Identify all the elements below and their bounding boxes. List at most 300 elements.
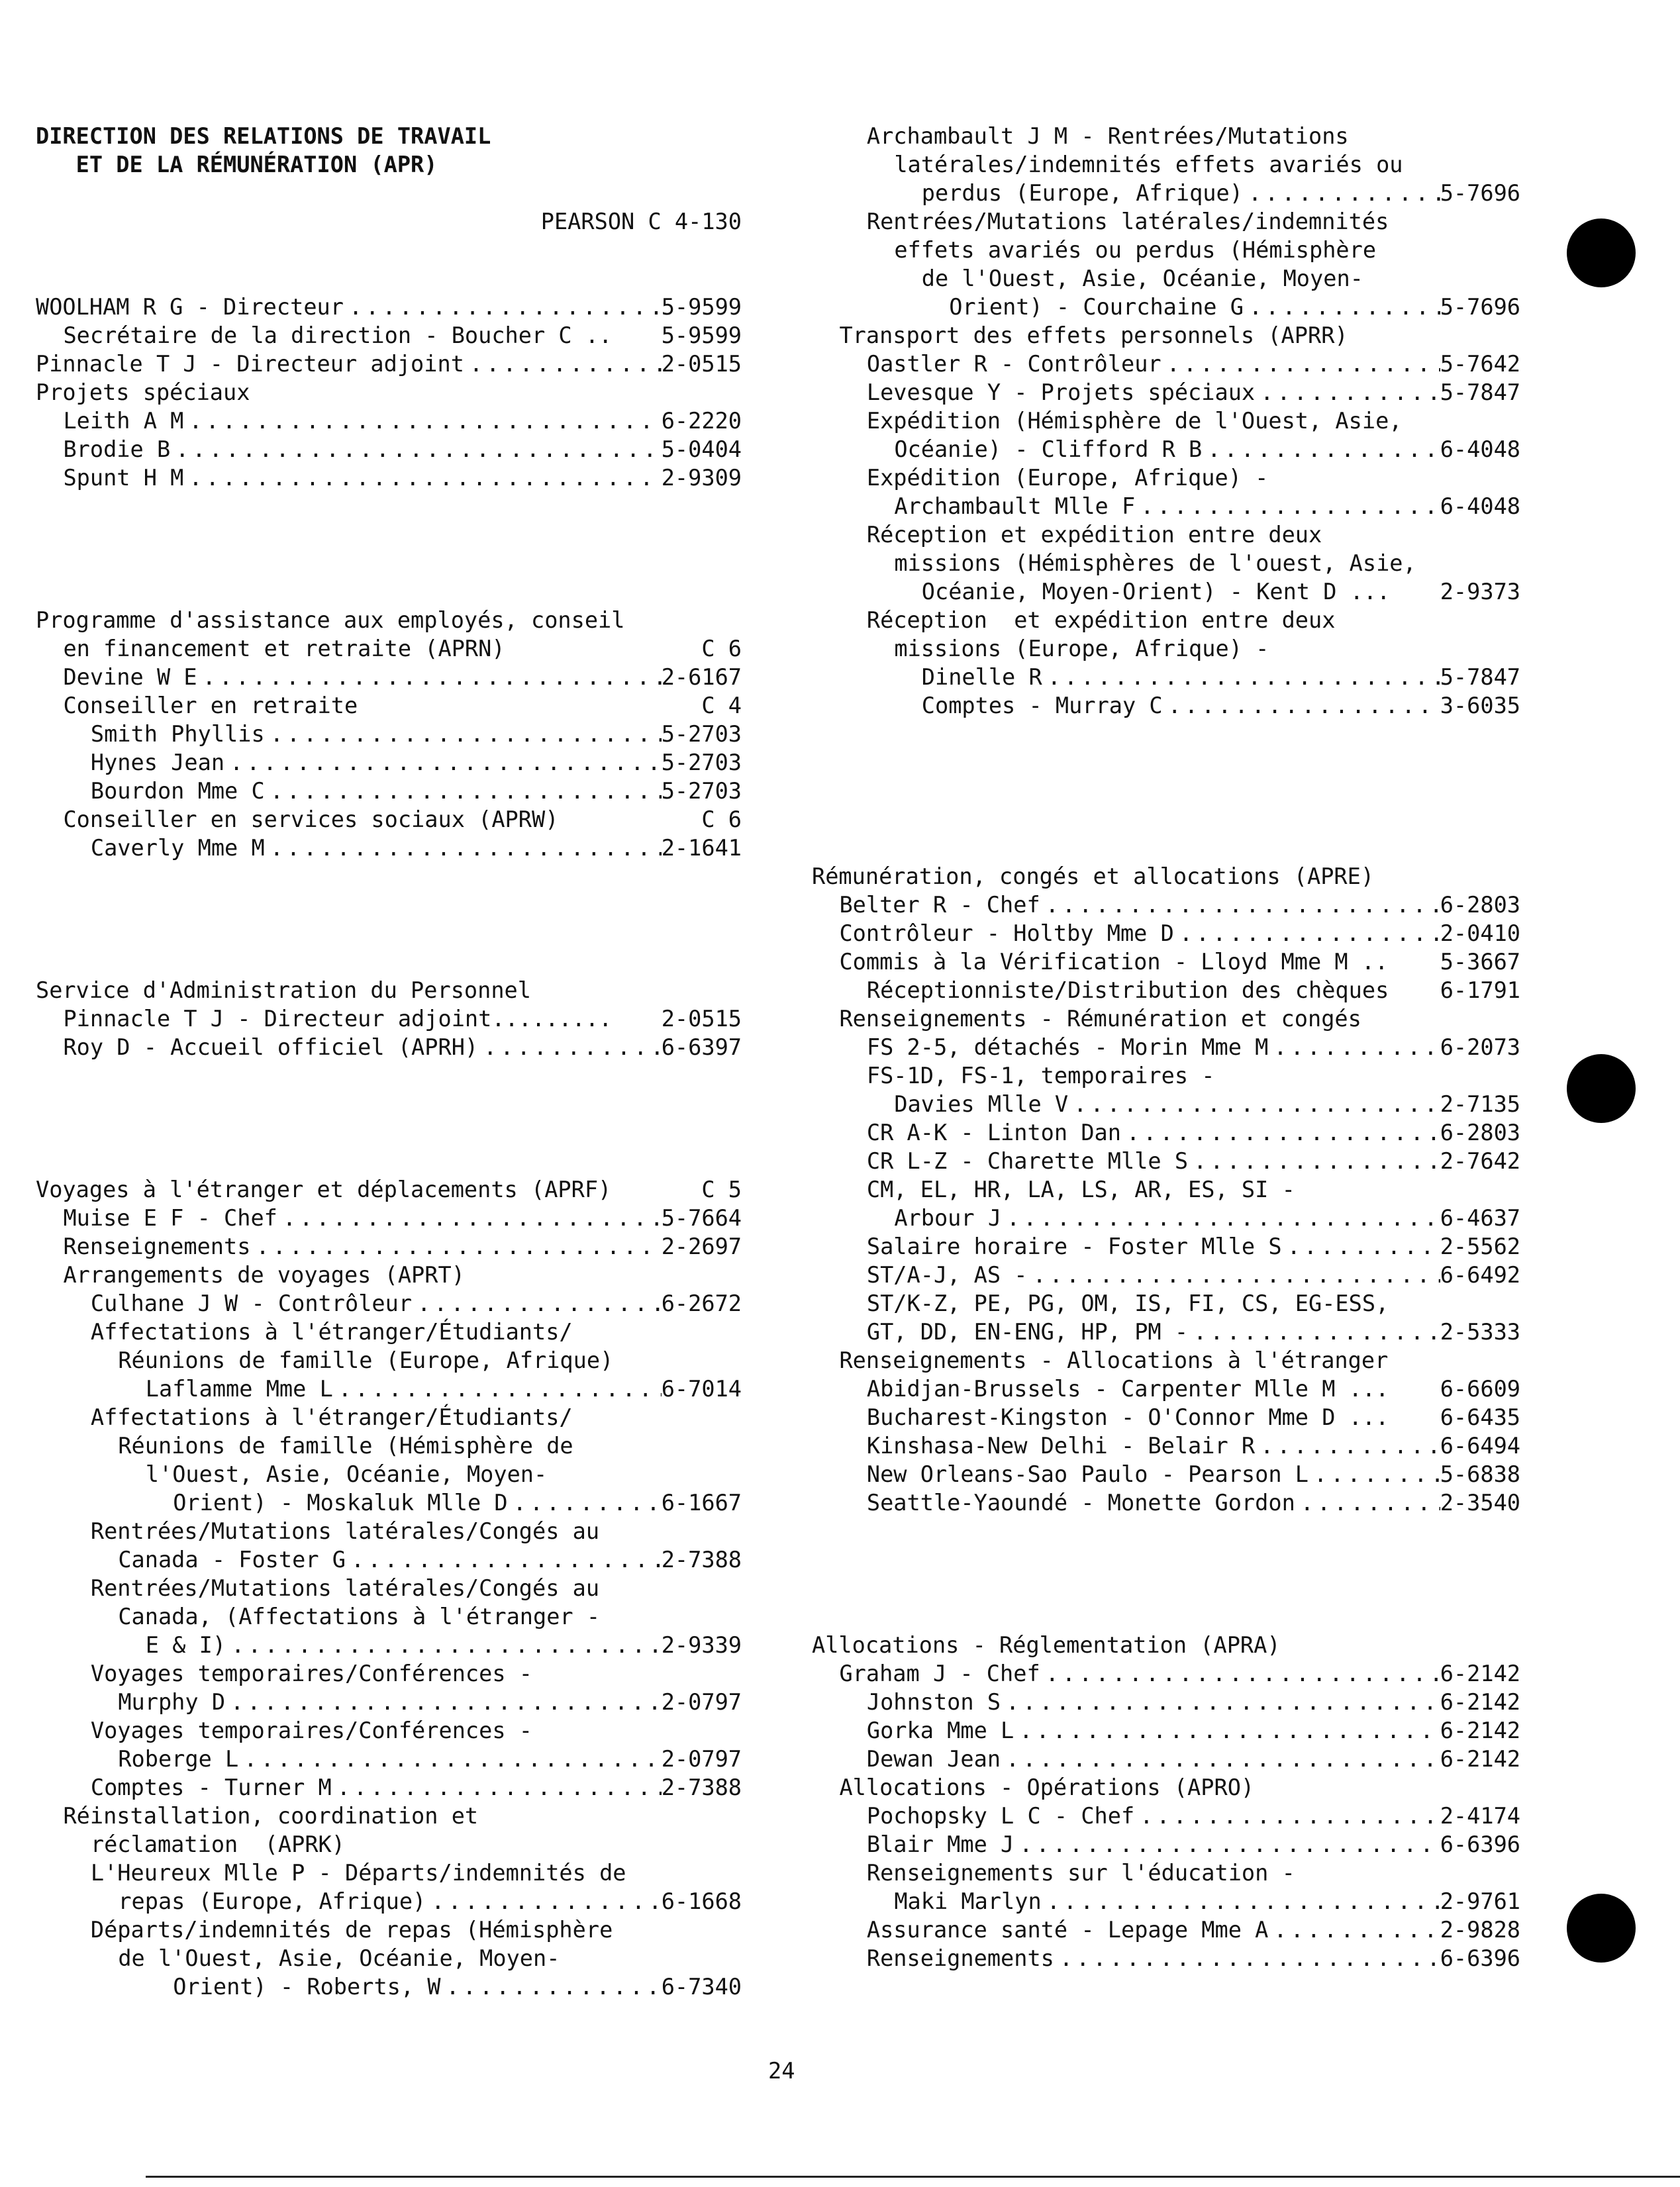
phone-number: 5-7696 — [1440, 180, 1520, 206]
phone-number: 2-0515 — [661, 1006, 742, 1032]
spacer — [812, 1545, 1520, 1574]
dot-leader — [1174, 919, 1440, 948]
right-column — [812, 122, 1520, 1972]
directory-entry — [36, 1175, 742, 1204]
directory-entry — [812, 407, 1520, 435]
phone-number: 6-2803 — [1440, 1120, 1520, 1145]
directory-entry — [812, 1716, 1520, 1745]
directory-entry — [36, 1631, 742, 1659]
phone-number: 5-2703 — [661, 721, 742, 747]
dot-leader — [344, 293, 662, 321]
entry-text: Archambault J M - Rentrées/Mutations — [866, 123, 1349, 149]
directory-entry — [36, 1745, 742, 1773]
entry-text: Commis à la Vérification - Lloyd Mme M .. — [839, 949, 1389, 975]
spacer — [812, 777, 1520, 805]
directory-entry — [812, 634, 1520, 663]
entry-text: Smith Phyllis — [90, 721, 265, 747]
dot-leader — [412, 1289, 662, 1318]
phone-number: 5-7847 — [1440, 379, 1520, 405]
spacer — [36, 891, 742, 919]
dot-leader — [238, 1745, 661, 1773]
phone-number: 2-7135 — [1440, 1091, 1520, 1117]
directory-entry — [36, 1574, 742, 1602]
left-column — [36, 122, 742, 2001]
directory-entry — [812, 207, 1520, 236]
dot-leader — [224, 748, 662, 777]
dot-leader — [265, 834, 662, 862]
directory-entry — [812, 1147, 1520, 1175]
dot-leader — [1042, 1887, 1440, 1916]
entry-text: Comptes - Murray C — [921, 693, 1163, 718]
entry-text: Pinnacle T J - Directeur adjoint — [36, 351, 464, 377]
entry-text: Expédition (Hémisphère de l'Ouest, Asie, — [866, 408, 1403, 434]
entry-text: Conseiller en retraite — [63, 693, 358, 718]
dot-leader — [1027, 1261, 1440, 1289]
spacer — [36, 1061, 742, 1090]
entry-text: GT, DD, EN-ENG, HP, PM - — [866, 1319, 1189, 1345]
directory-entry — [36, 1432, 742, 1460]
spacer — [812, 1574, 1520, 1602]
entry-text: Rentrées/Mutations latérales/Congés au — [90, 1518, 600, 1544]
directory-entry — [36, 1204, 742, 1232]
directory-entry — [812, 179, 1520, 207]
directory-entry — [812, 350, 1520, 378]
entry-text: Spunt H M — [63, 465, 184, 491]
entry-text: Canada - Foster G — [118, 1547, 346, 1573]
directory-entry — [812, 862, 1520, 891]
phone-number: 5-0404 — [661, 436, 742, 462]
directory-entry — [36, 976, 742, 1004]
phone-number: 6-6396 — [1440, 1831, 1520, 1857]
dot-leader — [250, 1232, 661, 1261]
directory-entry — [812, 321, 1520, 350]
spacer — [812, 834, 1520, 862]
directory-entry — [36, 1716, 742, 1745]
directory-entry — [36, 321, 742, 350]
entry-text: effets avariés ou perdus (Hémisphère — [894, 237, 1377, 263]
spacer — [36, 919, 742, 948]
directory-entry — [812, 122, 1520, 150]
directory-entry — [812, 948, 1520, 976]
entry-text: Allocations - Réglementation (APRA) — [812, 1632, 1281, 1658]
room-number: PEARSON C 4-130 — [540, 209, 742, 234]
dot-leader — [197, 663, 662, 691]
entry-text: missions (Hémisphères de l'ouest, Asie, — [894, 550, 1416, 576]
spacer — [812, 720, 1520, 748]
entry-text: FS 2-5, détachés - Morin Mme M — [866, 1034, 1269, 1060]
phone-number: 6-7340 — [661, 1974, 742, 2000]
entry-text: Pinnacle T J - Directeur adjoint......... — [63, 1006, 613, 1032]
entry-text: Bourdon Mme C — [90, 778, 265, 804]
phone-number: 6-2142 — [1440, 1718, 1520, 1743]
binder-hole — [1567, 1054, 1636, 1123]
spacer — [36, 179, 742, 207]
phone-number: 2-7388 — [661, 1774, 742, 1800]
directory-entry — [812, 236, 1520, 264]
dot-leader — [226, 1631, 662, 1659]
phone-number: 5-9599 — [661, 294, 742, 320]
directory-entry — [36, 1659, 742, 1688]
directory-entry — [36, 1232, 742, 1261]
entry-text: Renseignements — [63, 1234, 251, 1259]
spacer — [36, 1147, 742, 1175]
entry-text: Programme d'assistance aux employés, conseil — [36, 607, 625, 633]
directory-entry — [812, 606, 1520, 634]
dot-leader — [1121, 1118, 1440, 1147]
entry-text: Expédition (Europe, Afrique) - — [866, 465, 1269, 491]
directory-entry — [36, 748, 742, 777]
phone-number: C 6 — [701, 636, 742, 661]
directory-entry — [36, 463, 742, 492]
dot-leader — [1054, 1944, 1440, 1972]
phone-number: 6-6396 — [1440, 1945, 1520, 1971]
directory-entry — [812, 1346, 1520, 1375]
entry-text: Océanie) - Clifford R B — [894, 436, 1203, 462]
entry-text: missions (Europe, Afrique) - — [894, 636, 1269, 661]
directory-entry — [36, 691, 742, 720]
phone-number: 5-7664 — [661, 1205, 742, 1231]
directory-entry — [36, 1261, 742, 1289]
phone-number: 6-6609 — [1440, 1376, 1520, 1402]
directory-entry — [36, 407, 742, 435]
directory-entry — [812, 1033, 1520, 1061]
directory-entry — [812, 1232, 1520, 1261]
entry-text: Renseignements — [866, 1945, 1054, 1971]
phone-number: 6-6494 — [1440, 1433, 1520, 1459]
directory-entry — [812, 1488, 1520, 1517]
entry-text: Maki Marlyn — [894, 1888, 1042, 1914]
section-heading — [36, 150, 742, 179]
directory-entry — [36, 1289, 742, 1318]
phone-number: 2-9339 — [661, 1632, 742, 1658]
directory-entry — [812, 463, 1520, 492]
dot-leader — [1188, 1147, 1440, 1175]
dot-leader — [183, 463, 661, 492]
entry-text: Blair Mme J — [866, 1831, 1014, 1857]
entry-text: Réception et expédition entre deux — [866, 522, 1322, 548]
entry-text: DIRECTION DES RELATIONS DE TRAVAIL — [36, 123, 491, 149]
directory-entry — [36, 1802, 742, 1830]
directory-entry — [36, 1688, 742, 1716]
dot-leader — [426, 1887, 661, 1916]
directory-entry — [36, 378, 742, 407]
entry-text: ET DE LA RÉMUNÉRATION (APR) — [75, 152, 438, 177]
entry-text: Réinstallation, coordination et — [63, 1803, 479, 1829]
entry-text: CR L-Z - Charette Mlle S — [866, 1148, 1189, 1174]
directory-entry — [812, 264, 1520, 293]
directory-entry — [36, 1972, 742, 2001]
directory-entry — [36, 1517, 742, 1545]
entry-text: Transport des effets personnels (APRR) — [839, 322, 1348, 348]
dot-leader — [277, 1204, 662, 1232]
directory-entry — [812, 1432, 1520, 1460]
directory-entry — [812, 1118, 1520, 1147]
entry-text: Affectations à l'étranger/Étudiants/ — [90, 1404, 573, 1430]
directory-entry — [36, 350, 742, 378]
phone-number: 2-5333 — [1440, 1319, 1520, 1345]
phone-number: 6-2220 — [661, 408, 742, 434]
directory-entry — [812, 1830, 1520, 1859]
spacer — [812, 1517, 1520, 1545]
entry-text: Assurance santé - Lepage Mme A — [866, 1917, 1269, 1943]
dot-leader — [1268, 1033, 1440, 1061]
entry-text: E & I) — [145, 1632, 226, 1658]
spacer — [36, 948, 742, 976]
directory-entry — [812, 1004, 1520, 1033]
phone-number: 2-7388 — [661, 1547, 742, 1573]
spacer — [812, 805, 1520, 834]
directory-entry — [812, 1175, 1520, 1204]
entry-text: Orient) - Moskaluk Mlle D — [173, 1490, 508, 1516]
directory-entry — [36, 1460, 742, 1488]
spacer — [36, 1118, 742, 1147]
entry-text: Voyages temporaires/Conférences - — [90, 1718, 532, 1743]
directory-entry — [36, 777, 742, 805]
phone-number: 6-2142 — [1440, 1661, 1520, 1686]
directory-entry — [812, 1061, 1520, 1090]
entry-text: Allocations - Opérations (APRO) — [839, 1774, 1255, 1800]
phone-number: 2-5562 — [1440, 1234, 1520, 1259]
entry-text: Dinelle R — [921, 664, 1042, 690]
directory-entry — [812, 1375, 1520, 1403]
entry-text: Voyages temporaires/Conférences - — [90, 1661, 532, 1686]
directory-entry — [812, 492, 1520, 520]
directory-entry — [812, 1261, 1520, 1289]
entry-text: Muise E F - Chef — [63, 1205, 277, 1231]
entry-text: Renseignements - Rémunération et congés — [839, 1006, 1361, 1032]
entry-text: l'Ouest, Asie, Océanie, Moyen- — [145, 1461, 548, 1487]
spacer — [36, 236, 742, 264]
directory-entry — [812, 663, 1520, 691]
spacer — [36, 520, 742, 549]
directory-entry — [812, 1802, 1520, 1830]
entry-text: CM, EL, HR, LA, LS, AR, ES, SI - — [866, 1177, 1295, 1202]
entry-text: de l'Ouest, Asie, Océanie, Moyen- — [921, 266, 1363, 291]
entry-text: Canada, (Affectations à l'étranger - — [118, 1604, 601, 1629]
entry-text: repas (Europe, Afrique) — [118, 1888, 426, 1914]
dot-leader — [1040, 891, 1440, 919]
phone-number: 6-6397 — [661, 1034, 742, 1060]
phone-number: 5-6838 — [1440, 1461, 1520, 1487]
entry-text: Dewan Jean — [866, 1746, 1001, 1772]
phone-number: 2-0797 — [661, 1746, 742, 1772]
directory-entry — [36, 720, 742, 748]
directory-entry — [36, 606, 742, 634]
entry-text: Rentrées/Mutations latérales/indemnités — [866, 209, 1389, 234]
directory-entry — [36, 1346, 742, 1375]
entry-text: L'Heureux Mlle P - Départs/indemnités de — [90, 1860, 626, 1886]
directory-entry — [812, 1916, 1520, 1944]
phone-number: 2-0797 — [661, 1689, 742, 1715]
entry-text: Kinshasa-New Delhi - Belair R — [866, 1433, 1256, 1459]
spacer — [36, 1090, 742, 1118]
directory-entry — [36, 1488, 742, 1517]
bottom-rule — [146, 2176, 1680, 2178]
directory-entry — [36, 1773, 742, 1802]
phone-number: 5-7696 — [1440, 294, 1520, 320]
entry-text: Réunions de famille (Europe, Afrique) — [118, 1347, 614, 1373]
directory-entry — [812, 1887, 1520, 1916]
entry-text: ST/A-J, AS - — [866, 1262, 1028, 1288]
dot-leader — [508, 1488, 662, 1517]
entry-text: Gorka Mme L — [866, 1718, 1014, 1743]
phone-number: 6-1668 — [661, 1888, 742, 1914]
dot-leader — [170, 435, 662, 463]
directory-entry — [812, 919, 1520, 948]
entry-text: Renseignements sur l'éducation - — [866, 1860, 1295, 1886]
dot-leader — [478, 1033, 662, 1061]
binder-hole — [1567, 219, 1636, 287]
phone-number: 2-0515 — [661, 351, 742, 377]
entry-text: Brodie B — [63, 436, 171, 462]
directory-entry — [36, 1545, 742, 1574]
entry-text: Belter R - Chef — [839, 892, 1040, 918]
phone-number: 2-2697 — [661, 1234, 742, 1259]
dot-leader — [1202, 435, 1440, 463]
phone-number: 2-9373 — [1440, 579, 1520, 605]
spacer — [812, 748, 1520, 777]
entry-text: Bucharest-Kingston - O'Connor Mme D ... — [866, 1404, 1389, 1430]
entry-text: Abidjan-Brussels - Carpenter Mlle M ... — [866, 1376, 1389, 1402]
directory-entry — [812, 976, 1520, 1004]
entry-text: Rémunération, congés et allocations (APRE) — [812, 863, 1375, 889]
dot-leader — [1001, 1688, 1440, 1716]
entry-text: Archambault Mlle F — [894, 493, 1136, 519]
phone-number: 2-9309 — [661, 465, 742, 491]
phone-number: 5-7847 — [1440, 664, 1520, 690]
directory-entry — [36, 1602, 742, 1631]
spacer — [36, 862, 742, 891]
directory-entry — [812, 1460, 1520, 1488]
entry-text: CR A-K - Linton Dan — [866, 1120, 1121, 1145]
directory-entry — [812, 378, 1520, 407]
dot-leader — [1295, 1488, 1440, 1517]
dot-leader — [1255, 1432, 1440, 1460]
entry-text: Service d'Administration du Personnel — [36, 977, 531, 1003]
entry-text: Océanie, Moyen-Orient) - Kent D ... — [921, 579, 1391, 605]
phone-number: 6-2803 — [1440, 892, 1520, 918]
entry-text: WOOLHAM R G - Directeur — [36, 294, 344, 320]
directory-entry — [812, 691, 1520, 720]
directory-entry — [812, 891, 1520, 919]
entry-text: Devine W E — [63, 664, 197, 690]
dot-leader — [1244, 293, 1440, 321]
dot-leader — [1134, 1802, 1440, 1830]
dot-leader — [1068, 1090, 1440, 1118]
directory-entry — [812, 1859, 1520, 1887]
entry-text: Pochopsky L C - Chef — [866, 1803, 1135, 1829]
dot-leader — [183, 407, 661, 435]
dot-leader — [1309, 1460, 1440, 1488]
dot-leader — [1161, 350, 1440, 378]
entry-text: de l'Ouest, Asie, Océanie, Moyen- — [118, 1945, 560, 1971]
directory-entry — [36, 293, 742, 321]
entry-text: Arrangements de voyages (APRT) — [63, 1262, 465, 1288]
directory-entry — [812, 150, 1520, 179]
dot-leader — [1040, 1659, 1440, 1688]
entry-text: Réunions de famille (Hémisphère de — [118, 1433, 573, 1459]
phone-number: 2-4174 — [1440, 1803, 1520, 1829]
dot-leader — [1282, 1232, 1440, 1261]
dot-leader — [1014, 1716, 1440, 1745]
directory-entry — [36, 663, 742, 691]
spacer — [36, 264, 742, 293]
dot-leader — [333, 1375, 662, 1403]
directory-entry — [812, 1745, 1520, 1773]
entry-text: Arbour J — [894, 1205, 1002, 1231]
directory-entry — [812, 1631, 1520, 1659]
phone-number: 2-9828 — [1440, 1917, 1520, 1943]
directory-entry — [812, 577, 1520, 606]
dot-leader — [332, 1773, 662, 1802]
entry-text: Leith A M — [63, 408, 184, 434]
dot-leader — [1001, 1204, 1440, 1232]
phone-number: 2-7642 — [1440, 1148, 1520, 1174]
phone-number: 6-2142 — [1440, 1746, 1520, 1772]
entry-text: Oastler R - Contrôleur — [866, 351, 1161, 377]
entry-text: Départs/indemnités de repas (Hémisphère — [90, 1917, 613, 1943]
directory-entry — [812, 1090, 1520, 1118]
entry-text: Hynes Jean — [90, 750, 225, 775]
dot-leader — [1268, 1916, 1440, 1944]
dot-leader — [1188, 1318, 1440, 1346]
spacer — [36, 492, 742, 520]
entry-text: perdus (Europe, Afrique) — [921, 180, 1243, 206]
phone-number: 6-4048 — [1440, 493, 1520, 519]
entry-text: Roberge L — [118, 1746, 239, 1772]
directory-entry — [812, 293, 1520, 321]
phone-number: C 6 — [701, 806, 742, 832]
entry-text: Voyages à l'étranger et déplacements (APRF) — [36, 1177, 612, 1202]
entry-text: Seattle-Yaoundé - Monette Gordon — [866, 1490, 1295, 1516]
entry-text: réclamation (APRK) — [90, 1831, 345, 1857]
phone-number: C 5 — [701, 1177, 742, 1202]
entry-text: Orient) - Courchaine G — [949, 294, 1244, 320]
phone-number: 6-7014 — [661, 1376, 742, 1402]
dot-leader — [265, 777, 662, 805]
phone-number: 5-9599 — [661, 322, 742, 348]
entry-text: Renseignements - Allocations à l'étranger — [839, 1347, 1389, 1373]
entry-text: Roy D - Accueil officiel (APRH) — [63, 1034, 479, 1060]
directory-entry — [812, 1289, 1520, 1318]
phone-number: 6-2073 — [1440, 1034, 1520, 1060]
directory-entry — [36, 1830, 742, 1859]
entry-text: Johnston S — [866, 1689, 1001, 1715]
entry-text: en financement et retraite (APRN) — [63, 636, 505, 661]
dot-leader — [1014, 1830, 1440, 1859]
phone-number: 2-0410 — [1440, 920, 1520, 946]
entry-text: Laflamme Mme L — [145, 1376, 333, 1402]
directory-entry — [36, 1859, 742, 1887]
dot-leader — [1243, 179, 1440, 207]
phone-number: 6-1667 — [661, 1490, 742, 1516]
directory-entry — [36, 1403, 742, 1432]
entry-text: Salaire horaire - Foster Mlle S — [866, 1234, 1282, 1259]
phone-number: 5-2703 — [661, 750, 742, 775]
section-heading — [36, 122, 742, 150]
phone-number: 6-2672 — [661, 1290, 742, 1316]
phone-number: 5-7642 — [1440, 351, 1520, 377]
directory-entry — [36, 1318, 742, 1346]
phone-number: 2-1641 — [661, 835, 742, 861]
directory-entry — [36, 1887, 742, 1916]
directory-entry — [36, 1916, 742, 1944]
binder-hole — [1567, 1894, 1636, 1963]
phone-number: 6-1791 — [1440, 977, 1520, 1003]
entry-text: Levesque Y - Projets spéciaux — [866, 379, 1256, 405]
entry-text: Graham J - Chef — [839, 1661, 1040, 1686]
entry-text: Rentrées/Mutations latérales/Congés au — [90, 1575, 600, 1601]
